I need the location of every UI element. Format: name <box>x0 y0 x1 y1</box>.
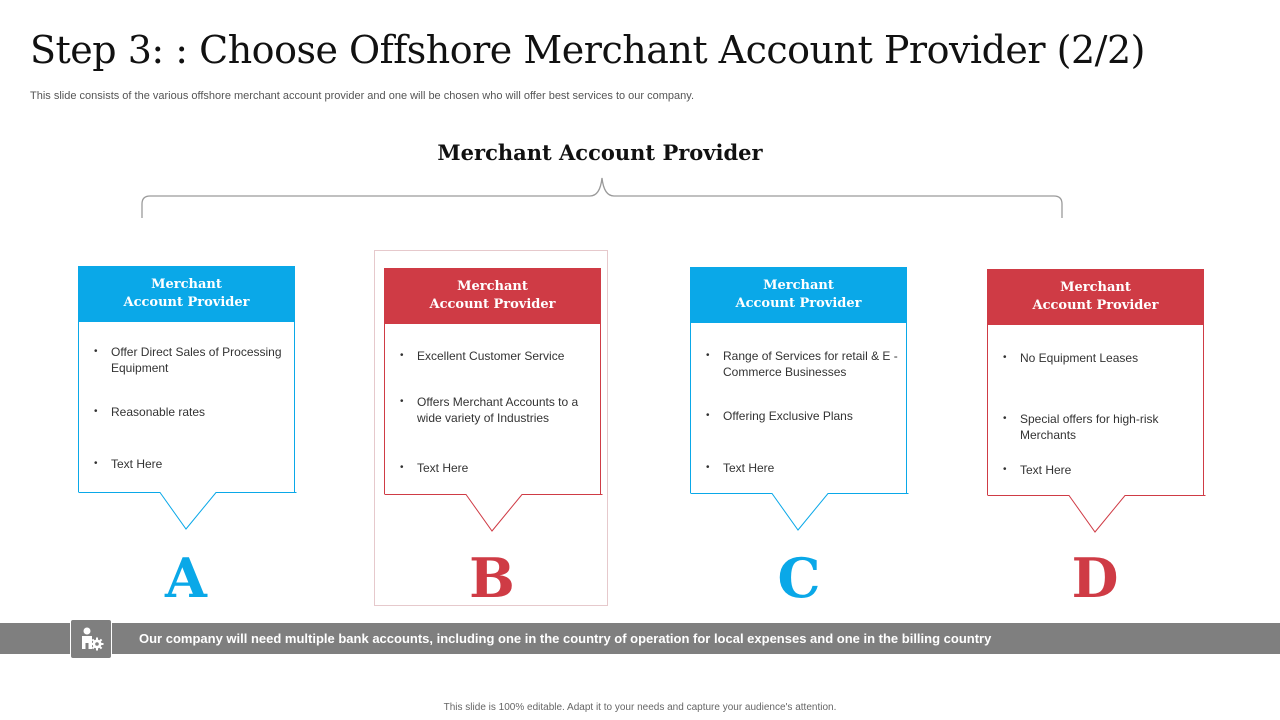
user-gear-icon <box>70 619 112 659</box>
provider-card-body <box>690 323 907 493</box>
bullet-item: • Text Here <box>1020 462 1198 478</box>
header-line-1: Merchant <box>457 279 528 294</box>
provider-card-b <box>384 268 601 494</box>
bullet-item: • Text Here <box>723 460 901 476</box>
provider-card-a <box>78 266 295 492</box>
bullet-item: • Special offers for high-risk Merchants <box>1020 411 1198 443</box>
bullet-item: • Text Here <box>111 456 289 472</box>
provider-card-body <box>384 324 601 494</box>
slide-subtitle: This slide consists of the various offshore merchant account provider and one will be chosen who will offer best services to our company. <box>30 90 695 102</box>
bullet-item: • Text Here <box>417 460 595 476</box>
grouping-brace <box>138 174 1068 220</box>
card-letter-a: A <box>165 546 207 610</box>
slide-title: Step 3: : Choose Offshore Merchant Account Provider (2/2) <box>30 28 1145 72</box>
bullet-item: • Offer Direct Sales of Processing Equipment <box>111 344 289 376</box>
card-letter-c: C <box>777 546 821 610</box>
provider-card-header <box>690 267 907 323</box>
bullet-item: • Excellent Customer Service <box>417 348 595 364</box>
provider-card-header <box>987 269 1204 325</box>
provider-card-header <box>78 266 295 322</box>
provider-card-d <box>987 269 1204 495</box>
header-line-1: Merchant <box>763 278 834 293</box>
footer-note: This slide is 100% editable. Adapt it to your needs and capture your audience's attention. <box>443 702 837 713</box>
header-line-2: Account Provider <box>1032 298 1159 313</box>
header-line-1: Merchant <box>1060 280 1131 295</box>
card-letter-b: B <box>469 546 515 610</box>
header-line-2: Account Provider <box>735 296 862 311</box>
provider-card-body <box>78 322 295 492</box>
bullet-item: • Offers Merchant Accounts to a wide variety of Industries <box>417 394 595 426</box>
header-line-1: Merchant <box>151 277 222 292</box>
provider-card-header <box>384 268 601 324</box>
bullet-item: • No Equipment Leases <box>1020 350 1198 366</box>
bullet-item: • Range of Services for retail & E - Commerce Businesses <box>723 348 901 380</box>
section-heading: Merchant Account Provider <box>437 140 763 165</box>
bullet-item: • Reasonable rates <box>111 404 289 420</box>
callout-pointer <box>987 495 1206 535</box>
card-letter-d: D <box>1071 546 1119 610</box>
callout-pointer <box>78 492 297 532</box>
provider-card-c <box>690 267 907 493</box>
callout-pointer <box>384 494 603 534</box>
callout-pointer <box>690 493 909 533</box>
header-line-2: Account Provider <box>123 295 250 310</box>
header-line-2: Account Provider <box>429 297 556 312</box>
bullet-item: • Offering Exclusive Plans <box>723 408 901 424</box>
provider-card-body <box>987 325 1204 495</box>
banner-text: Our company will need multiple bank accounts, including one in the country of operation for local expenses and one in the billing country <box>139 631 992 646</box>
bottom-banner <box>0 623 1280 654</box>
